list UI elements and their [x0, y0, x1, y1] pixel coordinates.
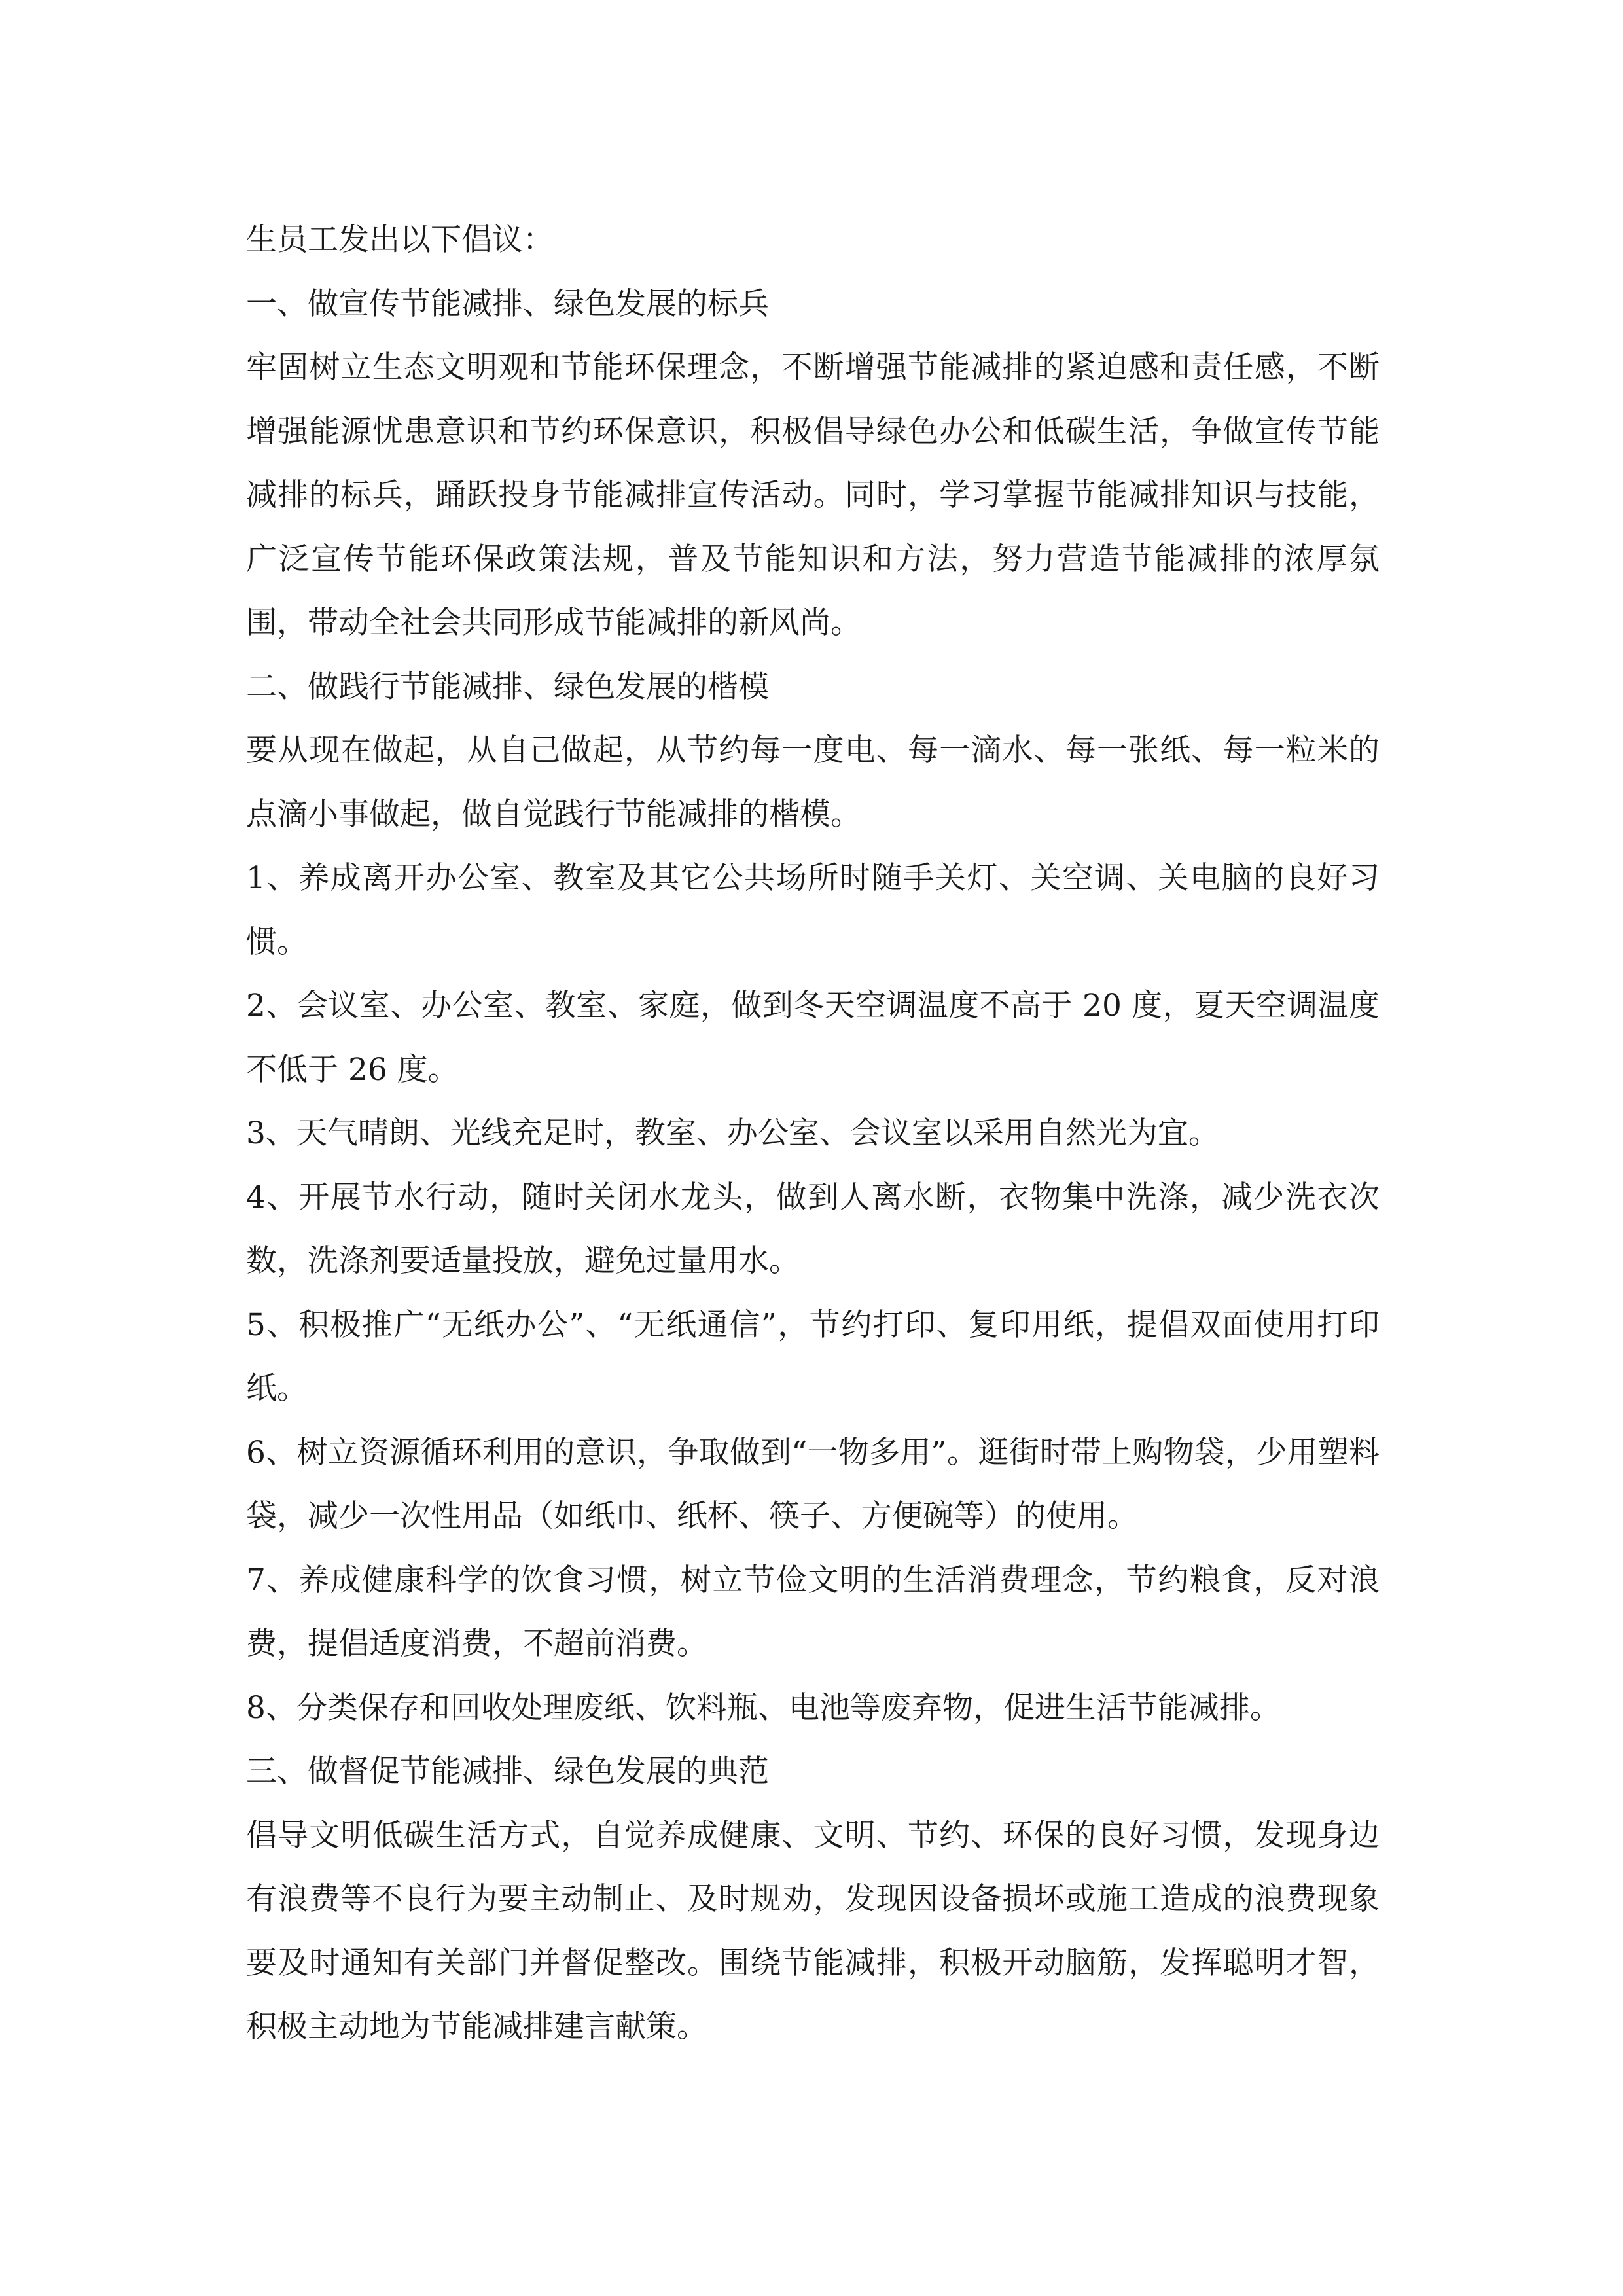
list-item-3: 3、天气晴朗、光线充足时，教室、办公室、会议室以采用自然光为宜。	[246, 1115, 1219, 1151]
document-body	[246, 208, 1380, 2059]
list-item-8: 8、分类保存和回收处理废纸、饮料瓶、电池等废弃物，促进生活节能减排。	[246, 1689, 1281, 1726]
list-item-5: 5、积极推广“无纸办公”、“无纸通信”，节约打印、复印用纸，提倡双面使用打印纸。	[246, 1306, 1380, 1407]
list-item-2: 2、会议室、办公室、教室、家庭，做到冬天空调温度不高于 20 度，夏天空调温度不低于 26 度。	[246, 988, 1380, 1088]
heading-section-2: 二、做践行节能减排、绿色发展的楷模	[246, 668, 769, 705]
heading-section-3: 三、做督促节能减排、绿色发展的典范	[246, 1753, 769, 1789]
paragraph-section-2-body: 要从现在做起，从自己做起，从节约每一度电、每一滴水、每一张纸、每一粒米的点滴小事做起，做自觉践行节能减排的楷模。	[246, 732, 1380, 833]
paragraph-section-1-body: 牢固树立生态文明观和节能环保理念，不断增强节能减排的紧迫感和责任感，不断增强能源忧患意识和节约环保意识，积极倡导绿色办公和低碳生活，争做宣传节能减排的标兵，踊跃投身节能减排宣传活动。同时，学习掌握节能减排知识与技能，广泛宣传节能环保政策法规，普及节能知识和方法，努力营造节能减排的浓厚氛围，带动全社会共同形成节能减排的新风尚。	[246, 350, 1380, 641]
paragraph-intro: 生员工发出以下倡议：	[246, 222, 554, 258]
list-item-4: 4、开展节水行动，随时关闭水龙头，做到人离水断，衣物集中洗涤，减少洗衣次数，洗涤剂要适量投放，避免过量用水。	[246, 1179, 1380, 1279]
list-item-7: 7、养成健康科学的饮食习惯，树立节俭文明的生活消费理念，节约粮食，反对浪费，提倡适度消费，不超前消费。	[246, 1562, 1380, 1662]
list-item-1: 1、养成离开办公室、教室及其它公共场所时随手关灯、关空调、关电脑的良好习惯。	[246, 860, 1380, 960]
paragraph-section-3-body: 倡导文明低碳生活方式，自觉养成健康、文明、节约、环保的良好习惯，发现身边有浪费等不良行为要主动制止、及时规劝，发现因设备损坏或施工造成的浪费现象要及时通知有关部门并督促整改。围绕节能减排，积极开动脑筋，发挥聪明才智，积极主动地为节能减排建言献策。	[246, 1817, 1380, 2045]
list-item-6: 6、树立资源循环利用的意识，争取做到“一物多用”。逛街时带上购物袋，少用塑料袋，减少一次性用品（如纸巾、纸杯、筷子、方便碗等）的使用。	[246, 1434, 1380, 1534]
heading-section-1: 一、做宣传节能减排、绿色发展的标兵	[246, 285, 769, 322]
